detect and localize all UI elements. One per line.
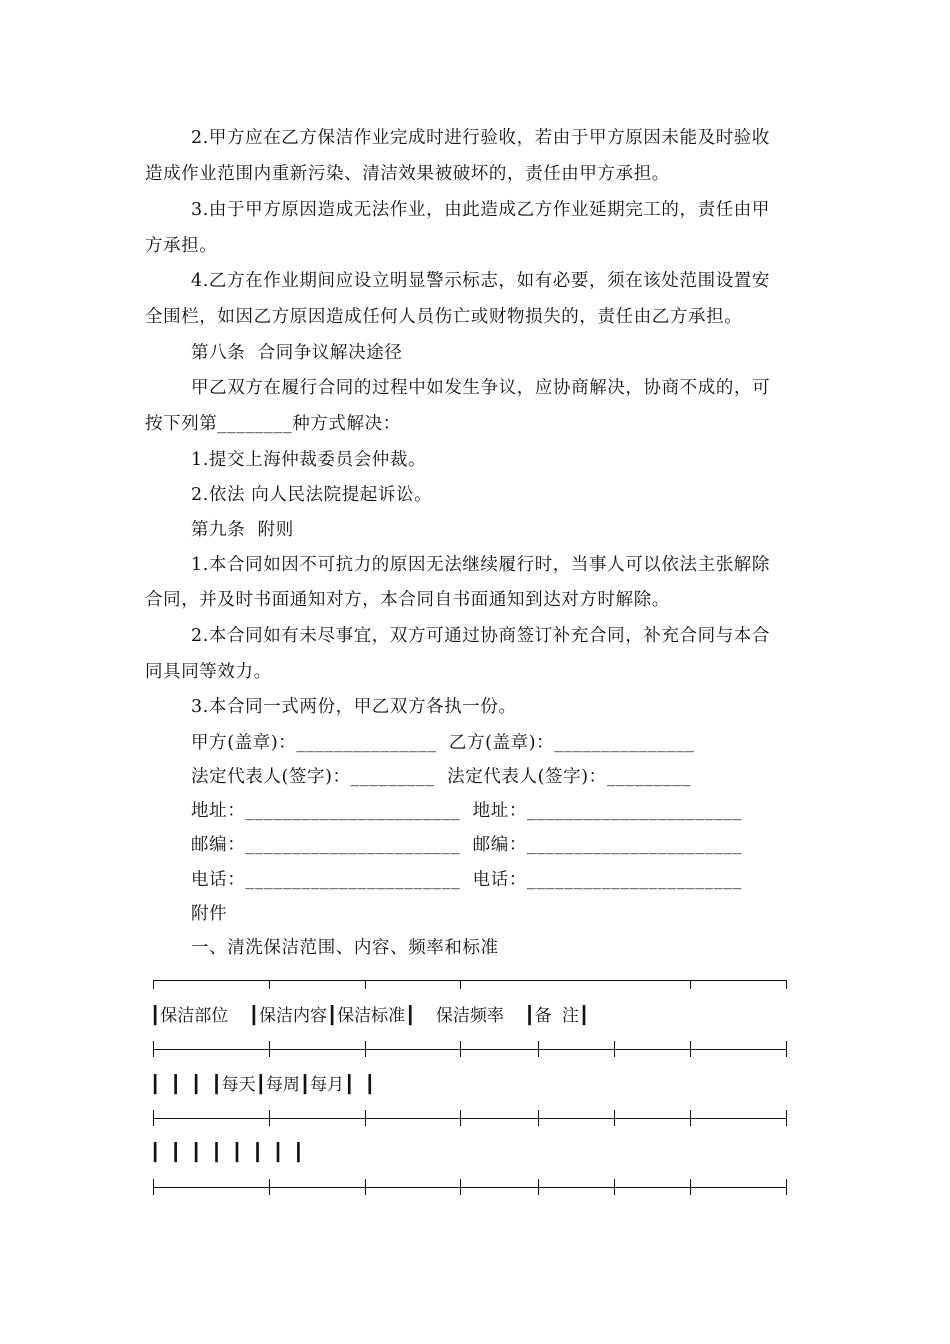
article-8-heading: 第八条 合同争议解决途径: [191, 343, 403, 363]
table-top-rule: [153, 980, 787, 981]
signature-legal-representatives: 法定代表人(签字)：_________ 法定代表人(签字)：_________: [191, 767, 691, 787]
article-8-para-line-1: 甲乙双方在履行合同的过程中如发生争议，应协商解决，协商不成的，可: [191, 378, 771, 398]
signature-party-seals: 甲方(盖章)：_______________ 乙方(盖章)：_______________: [191, 733, 695, 753]
article-9-item-3: 3.本合同一式两份，甲乙双方各执一份。: [191, 697, 517, 717]
table-row-tick: [269, 1110, 270, 1126]
table-row-tick: [538, 1041, 539, 1057]
table-row-rule: [153, 1118, 787, 1119]
table-row-tick: [690, 1110, 691, 1126]
signature-addresses: 地址：_______________________ 地址：_______________________: [191, 801, 743, 821]
table-row-tick: [614, 1179, 615, 1195]
table-row-tick: [365, 1041, 366, 1057]
table-empty-row: ┃ ┃ ┃ ┃ ┃ ┃ ┃ ┃: [150, 1143, 304, 1163]
table-frequency-row: ┃ ┃ ┃ ┃每天┃每周┃每月┃ ┃: [150, 1075, 375, 1095]
table-row-tick: [460, 1179, 461, 1195]
table-row-tick: [786, 1041, 787, 1057]
table-row-tick: [460, 1110, 461, 1126]
article-9-heading: 第九条 附则: [191, 520, 294, 540]
table-row-tick: [690, 1179, 691, 1195]
table-row-rule: [153, 1187, 787, 1188]
table-row-tick: [614, 1110, 615, 1126]
signature-phones: 电话：_______________________ 电话：_______________________: [191, 870, 743, 890]
table-top-tick: [153, 980, 154, 989]
table-row-rule: [153, 1049, 787, 1050]
table-row-tick: [153, 1110, 154, 1126]
signature-postcodes: 邮编：_______________________ 邮编：_______________________: [191, 835, 743, 855]
table-row-tick: [690, 1041, 691, 1057]
clause-7-item-4-line-2: 全围栏，如因乙方原因造成任何人员伤亡或财物损失的，责任由乙方承担。: [145, 307, 743, 327]
table-row-tick: [786, 1110, 787, 1126]
clause-7-item-3-line-2: 方承担。: [145, 236, 218, 256]
clause-7-item-2-line-2: 造成作业范围内重新污染、清洁效果被破坏的，责任由甲方承担。: [145, 164, 670, 184]
table-row-tick: [153, 1179, 154, 1195]
appendix-section-title: 一、清洗保洁范围、内容、频率和标准: [191, 938, 499, 958]
article-8-option-1: 1.提交上海仲裁委员会仲裁。: [191, 450, 427, 470]
clause-7-item-4-line-1: 4.乙方在作业期间应设立明显警示标志，如有必要，须在该处范围设置安: [191, 271, 770, 291]
clause-7-item-3-line-1: 3.由于甲方原因造成无法作业，由此造成乙方作业延期完工的，责任由甲: [191, 200, 770, 220]
table-top-tick: [460, 980, 461, 989]
table-row-tick: [153, 1041, 154, 1057]
article-9-item-1-line-1: 1.本合同如因不可抗力的原因无法继续履行时，当事人可以依法主张解除: [191, 555, 770, 575]
table-row-tick: [269, 1041, 270, 1057]
table-row-tick: [365, 1110, 366, 1126]
table-row-tick: [786, 1179, 787, 1195]
table-top-tick: [786, 980, 787, 989]
appendix-heading: 附件: [191, 904, 228, 924]
table-top-tick: [690, 980, 691, 989]
table-row-tick: [460, 1041, 461, 1057]
table-top-tick: [269, 980, 270, 989]
article-9-item-1-line-2: 合同，并及时书面通知对方，本合同自书面通知到达对方时解除。: [145, 590, 670, 610]
table-row-tick: [269, 1179, 270, 1195]
article-8-para-line-2: 按下列第________种方式解决：: [145, 414, 401, 434]
table-top-tick: [365, 980, 366, 989]
table-row-tick: [538, 1179, 539, 1195]
table-row-tick: [365, 1179, 366, 1195]
article-9-item-2-line-2: 同具同等效力。: [145, 662, 272, 682]
table-row-tick: [614, 1041, 615, 1057]
article-8-option-2: 2.依法 向人民法院提起诉讼。: [191, 485, 433, 505]
table-row-tick: [538, 1110, 539, 1126]
table-header-row: ┃保洁部位 ┃保洁内容┃保洁标准┃ 保洁频率 ┃备 注┃: [150, 1006, 590, 1026]
clause-7-item-2-line-1: 2.甲方应在乙方保洁作业完成时进行验收，若由于甲方原因未能及时验收: [191, 128, 770, 148]
article-9-item-2-line-1: 2.本合同如有未尽事宜，双方可通过协商签订补充合同，补充合同与本合: [191, 626, 770, 646]
